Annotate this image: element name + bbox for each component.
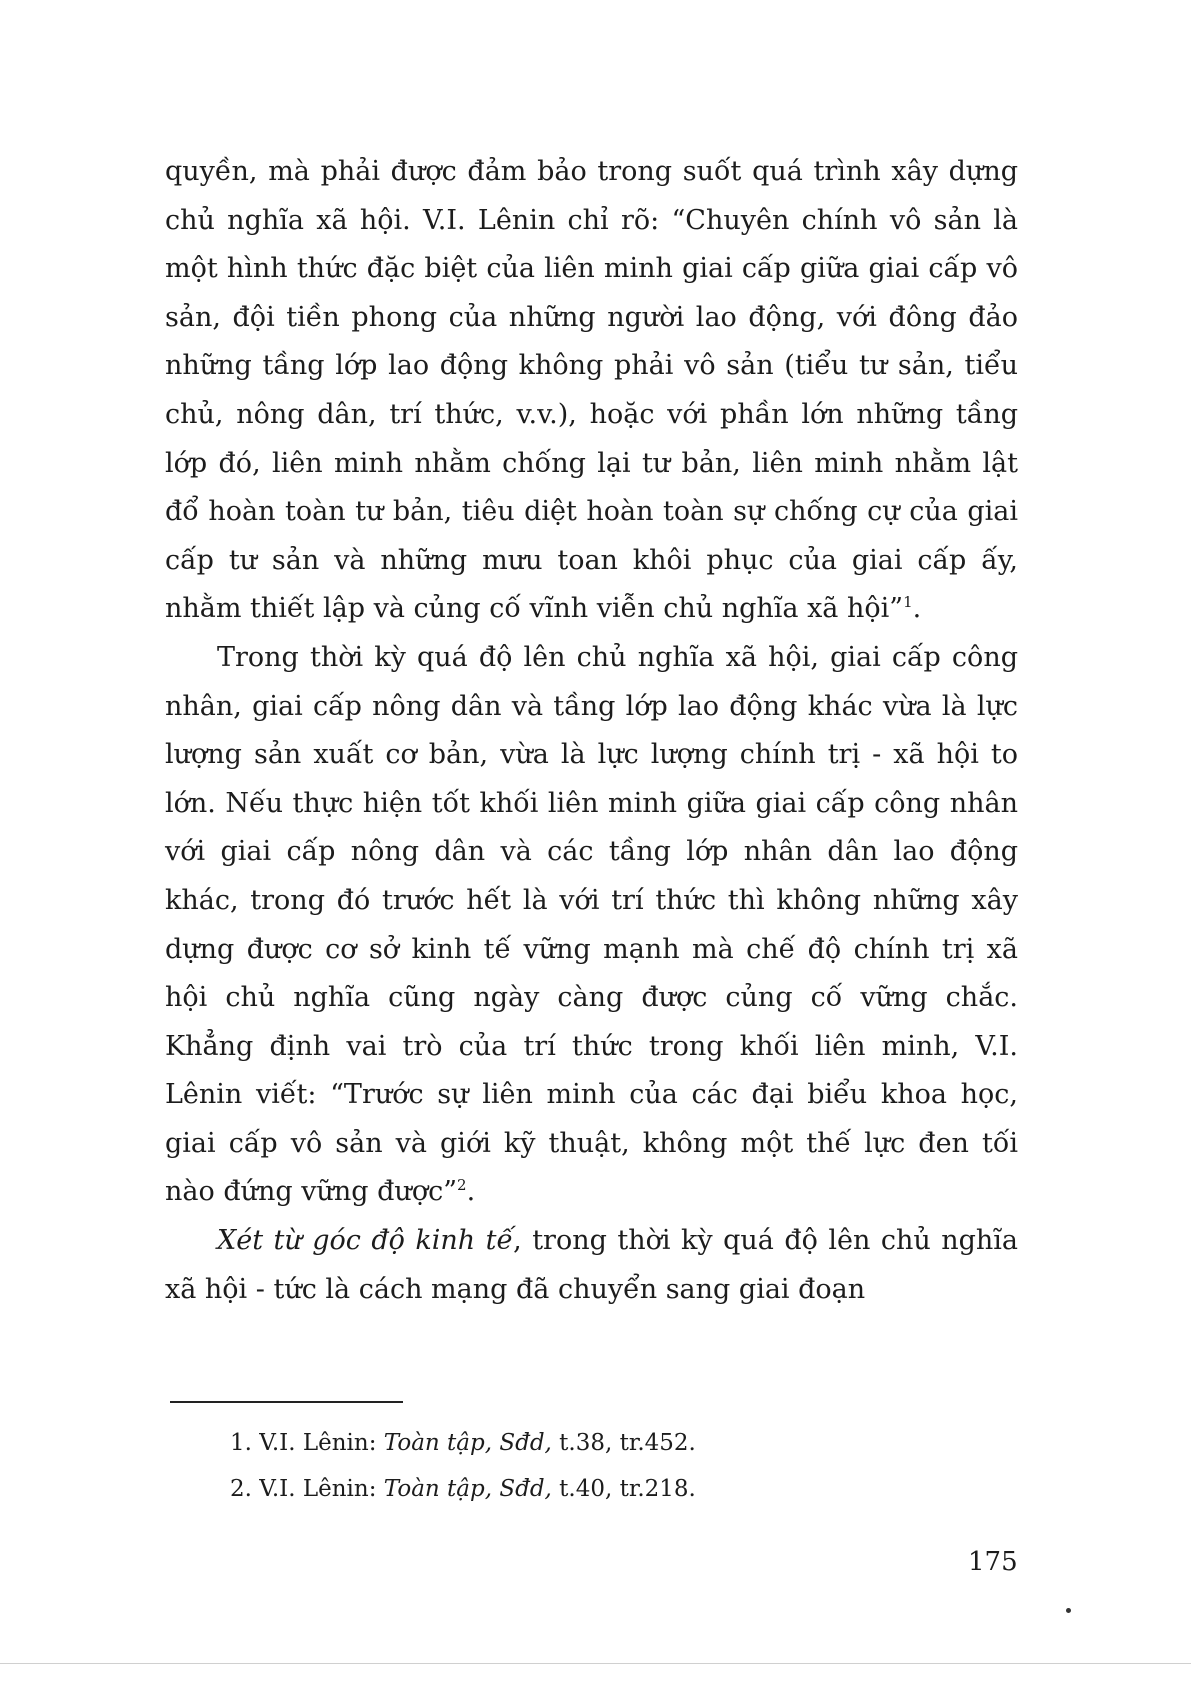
paragraph-3-text: , trong thời kỳ quá độ lên chủ nghĩa xã hội - tức là cách mạng đã chuyển sang giai đoạn [165, 1225, 1019, 1305]
footnote-1 [230, 1420, 696, 1466]
footnote-1-suffix: t.38, tr.452. [551, 1430, 696, 1456]
footnote-2-italic: Toàn tập, Sđd, [383, 1476, 552, 1502]
footnote-2-suffix: t.40, tr.218. [551, 1476, 696, 1502]
footnotes [230, 1420, 696, 1512]
page-number: 175 [968, 1547, 1018, 1577]
paragraph-1-text: quyền, mà phải được đảm bảo trong suốt quá trình xây dựng chủ nghĩa xã hội. V.I. Lênin chỉ rõ: “Chuyên chính vô sản là một hình thức đặc biệt của liên minh giai cấp giữa giai cấp vô sản, đội tiền phong của những người lao động, với đông đảo những tầng lớp lao động không phải vô sản (tiểu tư sản, tiểu chủ, nông dân, trí thức, v.v.), hoặc với phần lớn những tầng lớp đó, liên minh nhằm chống lại tư bản, liên minh nhằm lật đổ hoàn toàn tư bản, tiêu diệt hoàn toàn sự chống cự của giai cấp tư sản và những mưu toan khôi phục của giai cấp ấy, nhằm thiết lập và củng cố vĩnh viễn chủ nghĩa xã hội” [165, 156, 1018, 625]
footnote-2-prefix: 2. V.I. Lênin: [230, 1476, 384, 1502]
body-text [165, 148, 1018, 1314]
footnote-1-italic: Toàn tập, Sđd, [383, 1430, 552, 1456]
footnote-divider [170, 1401, 403, 1403]
scan-edge-line [0, 1663, 1191, 1664]
paragraph-2-text: Trong thời kỳ quá độ lên chủ nghĩa xã hội, giai cấp công nhân, giai cấp nông dân và tầng lớp lao động khác vừa là lực lượng sản xuất cơ bản, vừa là lực lượng chính trị - xã hội to lớn. Nếu thực hiện tốt khối liên minh giữa giai cấp công nhân với giai cấp nông dân và các tầng lớp nhân dân lao động khác, trong đó trước hết là với trí thức thì không những xây dựng được cơ sở kinh tế vững mạnh mà chế độ chính trị xã hội chủ nghĩa cũng ngày càng được củng cố vững chắc. Khẳng định vai trò của trí thức trong khối liên minh, V.I. Lênin viết: “Trước sự liên minh của các đại biểu khoa học, giai cấp vô sản và giới kỹ thuật, không một thế lực đen tối nào đứng vững được” [165, 641, 1018, 1208]
paragraph-1-tail: . [912, 593, 922, 625]
scan-speck [1066, 1608, 1071, 1613]
paragraph-2-tail: . [466, 1176, 476, 1208]
paragraph-1 [165, 148, 1018, 634]
footnote-2 [230, 1466, 696, 1512]
paragraph-3-italic: Xét từ góc độ kinh tế [217, 1225, 514, 1257]
paragraph-2 [165, 634, 1018, 1217]
paragraph-3 [165, 1217, 1018, 1314]
footnote-ref-1: 1 [903, 593, 913, 612]
footnote-ref-2: 2 [457, 1176, 467, 1195]
footnote-1-prefix: 1. V.I. Lênin: [230, 1430, 384, 1456]
